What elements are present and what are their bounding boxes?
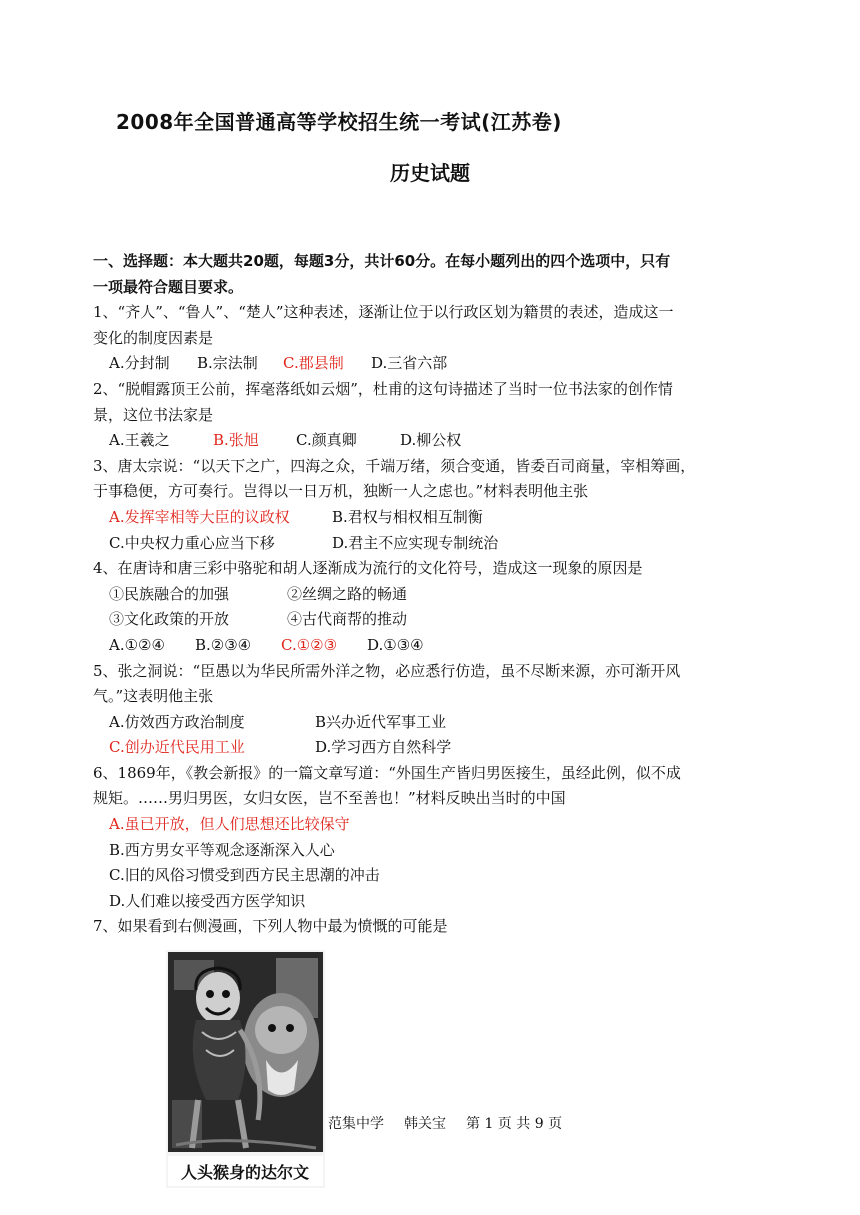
q6-stem: 6、1869年，《教会新报》的一篇文章写道：“外国生产皆归男医接生，虽经此例，似不成 — [93, 763, 681, 782]
q4-item-1: ①民族融合的加强 — [109, 584, 230, 603]
q7-stem: 7、如果看到右侧漫画，下列人物中最为愤慨的可能是 — [93, 917, 448, 936]
footer-school: 范集中学 — [328, 1116, 384, 1132]
q6-option-d: D.人们难以接受西方医学知识 — [109, 891, 306, 910]
q3-options-row2 — [93, 531, 773, 557]
q4-item-2: ②丝绸之路的畅通 — [287, 584, 408, 603]
q2-option-b-answer: B.张旭 — [213, 431, 259, 450]
section-header: 一、选择题：本大题共20题，每题3分，共计60分。在每小题列出的四个选项中，只有 — [93, 252, 671, 270]
q5-options-row1 — [93, 710, 773, 736]
q5-option-b: B兴办近代军事工业 — [315, 712, 447, 731]
q2-stem: 2、“脱帽露顶王公前，挥毫落纸如云烟”，杜甫的这句诗描述了当时一位书法家的创作情 — [93, 379, 673, 398]
q2-stem-cont: 景，这位书法家是 — [93, 405, 214, 424]
q5-stem: 5、张之洞说：“臣愚以为华民所需外洋之物，必应悉行仿造，虽不尽断来源，亦可渐开风 — [93, 661, 681, 680]
q3-option-a-answer: A.发挥宰相等大臣的议政权 — [109, 507, 290, 526]
q4-option-c-answer: C.①②③ — [281, 635, 338, 654]
q5-stem-cont: 气。”这表明他主张 — [93, 687, 214, 706]
q1-stem-cont: 变化的制度因素是 — [93, 328, 214, 347]
q4-stem: 4、在唐诗和唐三彩中骆驼和胡人逐渐成为流行的文化符号，造成这一现象的原因是 — [93, 559, 643, 578]
q3-stem: 3、唐太宗说：“以天下之广，四海之众，千端万绪，须合变通，皆委百司商量，宰相筹画， — [93, 456, 696, 475]
q4-options — [93, 633, 773, 659]
exam-subtitle: 历史试题 — [390, 161, 470, 185]
q6-option-a-answer: A.虽已开放，但人们思想还比较保守 — [109, 815, 350, 834]
q4-option-d: D.①③④ — [367, 635, 424, 654]
q3-options-row1 — [93, 505, 773, 531]
q6-option-b: B.西方男女平等观念逐渐深入人心 — [109, 840, 335, 859]
q3-option-b: B.君权与相权相互制衡 — [332, 507, 483, 526]
q2-option-a: A.王羲之 — [109, 431, 170, 450]
q5-options-row2 — [93, 735, 773, 761]
q5-option-a: A.仿效西方政治制度 — [109, 712, 245, 731]
q4-items-row2 — [93, 607, 773, 633]
section-header-cont: 一项最符合题目要求。 — [93, 277, 244, 296]
q4-items-row1 — [93, 582, 773, 608]
q6-option-c: C.旧的风俗习惯受到西方民主思潮的冲击 — [109, 866, 380, 885]
q3-option-c: C.中央权力重心应当下移 — [109, 533, 275, 552]
q1-options — [93, 351, 773, 377]
q4-option-a: A.①②④ — [109, 635, 165, 654]
q4-item-4: ④古代商帮的推动 — [287, 610, 408, 629]
q2-option-d: D.柳公权 — [400, 431, 462, 450]
q5-option-d: D.学习西方自然科学 — [315, 738, 452, 757]
question-body — [93, 249, 773, 940]
q5-option-c-answer: C.创办近代民用工业 — [109, 738, 245, 757]
q4-option-b: B.②③④ — [195, 635, 252, 654]
footer-page-number: 第 1 页 共 9 页 — [466, 1116, 563, 1132]
footer-author: 韩关宝 — [404, 1116, 446, 1132]
q3-stem-cont: 于事稳便，方可奏行。岂得以一日万机，独断一人之虑也。”材料表明他主张 — [93, 482, 589, 501]
cartoon-drawing — [166, 950, 325, 1188]
q1-stem: 1、“齐人”、“鲁人”、“楚人”这种表述，逐渐让位于以行政区划为籍贯的表述，造成这一 — [93, 303, 674, 322]
cartoon-caption: 人头猴身的达尔文 — [180, 1163, 310, 1182]
q6-stem-cont: 规矩。……男归男医，女归女医，岂不至善也！”材料反映出当时的中国 — [93, 789, 566, 808]
q2-option-c: C.颜真卿 — [296, 431, 357, 450]
darwin-cartoon-image — [166, 950, 325, 1188]
exam-title: 2008年全国普通高等学校招生统一考试(江苏卷) — [116, 110, 562, 134]
q1-option-c-answer: C.郡县制 — [283, 354, 344, 373]
q1-option-d: D.三省六部 — [371, 354, 448, 373]
q2-options — [93, 428, 773, 454]
q1-option-a: A.分封制 — [109, 354, 170, 373]
q1-option-b: B.宗法制 — [197, 354, 258, 373]
q3-option-d: D.君主不应实现专制统治 — [332, 533, 499, 552]
page-footer — [328, 1113, 582, 1133]
q4-item-3: ③文化政策的开放 — [109, 610, 230, 629]
